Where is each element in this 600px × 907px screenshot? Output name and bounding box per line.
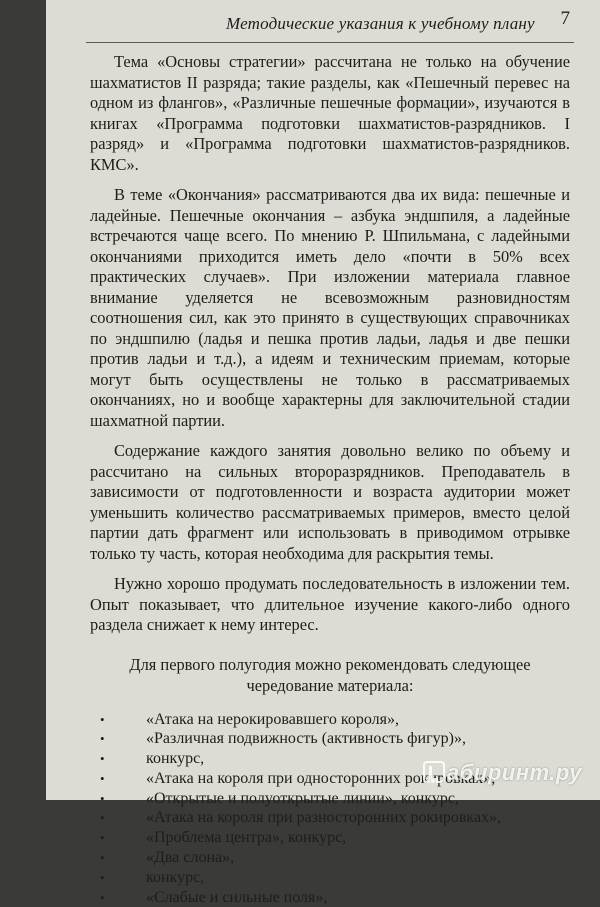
- bullet-icon: •: [100, 710, 105, 730]
- labirint-logo-icon: [423, 761, 445, 783]
- list-item: [90, 828, 570, 848]
- page-number: 7: [561, 8, 571, 30]
- running-header: [86, 8, 574, 43]
- list-item: [90, 868, 570, 888]
- bullet-icon: •: [100, 769, 105, 789]
- plan-heading-line2: чередование материала:: [247, 676, 414, 695]
- watermark-text: абиринт.ру: [447, 760, 582, 785]
- plan-list: [90, 710, 570, 907]
- bullet-icon: •: [100, 808, 105, 828]
- list-item-text: «Атака на короля при разносторонних рокировках»,: [146, 809, 501, 826]
- list-item-text: конкурс,: [146, 869, 204, 886]
- paragraph-lesson-content: Содержание каждого занятия довольно велико по объему и рассчитано на сильных второразрядников. Преподаватель в зависимости от подготовленности и возраста аудитории может уменьшить количество рассматриваемых примеров, вместо целой партии дать фрагмент или использовать в приводимом отрывке только ту часть, которая необходима для раскрытия темы.: [90, 441, 570, 564]
- list-item-text: «Атака на нерокировавшего короля»,: [146, 711, 399, 728]
- bullet-icon: •: [100, 888, 105, 907]
- paragraph-sequence: Нужно хорошо продумать последовательность в изложении тем. Опыт показывает, что длительное изучение какого-либо одного раздела снижает к нему интерес.: [90, 574, 570, 636]
- plan-heading-line1: Для первого полугодия можно рекомендовать следующее: [129, 655, 530, 674]
- list-item-text: «Два слона»,: [146, 849, 234, 866]
- list-item-text: «Открытые и полуоткрытые линии», конкурс,: [146, 790, 459, 807]
- plan-heading: [90, 654, 570, 696]
- list-item: [90, 710, 570, 730]
- watermark: [423, 760, 582, 786]
- list-item-text: «Различная подвижность (активность фигур)»,: [146, 730, 466, 747]
- list-item-text: конкурс,: [146, 750, 204, 767]
- book-page: [46, 0, 600, 800]
- list-item-text: «Атака на короля при односторонних рокировках»,: [146, 770, 495, 787]
- list-item: [90, 729, 570, 749]
- bullet-icon: •: [100, 789, 105, 809]
- list-item: [90, 848, 570, 868]
- list-item: [90, 808, 570, 828]
- paragraph-strategy: Тема «Основы стратегии» рассчитана не только на обучение шахматистов II разряда; такие разделы, как «Пешечный перевес на одном из флангов», «Различные пешечные формации», изучаются в книгах «Программа подготовки шахматистов-разрядников. I разряд» и «Программа подготовки шахматистов-разрядников. КМС».: [90, 52, 570, 175]
- bullet-icon: •: [100, 828, 105, 848]
- bullet-icon: •: [100, 868, 105, 888]
- list-item-text: «Проблема центра», конкурс,: [146, 829, 346, 846]
- list-item-text: «Слабые и сильные поля»,: [146, 889, 327, 906]
- bullet-icon: •: [100, 848, 105, 868]
- paragraph-endgames: В теме «Окончания» рассматриваются два их вида: пешечные и ладейные. Пешечные окончания – азбука эндшпиля, а ладейные встречаются чаще всего. По мнению Р. Шпильмана, с ладейными окончаниями приходится иметь дело «почти в 50% всех практических случаев». При изложении материала главное внимание уделяется не всевозможным разновидностям соотношения сил, как это принято в существующих справочниках по эндшпилю (ладья и пешка против ладьи, ладья и две пешки против ладьи и т.д.), а идеям и техническим приемам, которые могут быть осуществлены не только в рассматриваемых окончаниях, но и вообще характерны для заключительной стадии шахматной партии.: [90, 185, 570, 431]
- running-title: Методические указания к учебному плану: [226, 14, 535, 34]
- list-item: [90, 888, 570, 907]
- bullet-icon: •: [100, 729, 105, 749]
- bullet-icon: •: [100, 749, 105, 769]
- list-item: [90, 789, 570, 809]
